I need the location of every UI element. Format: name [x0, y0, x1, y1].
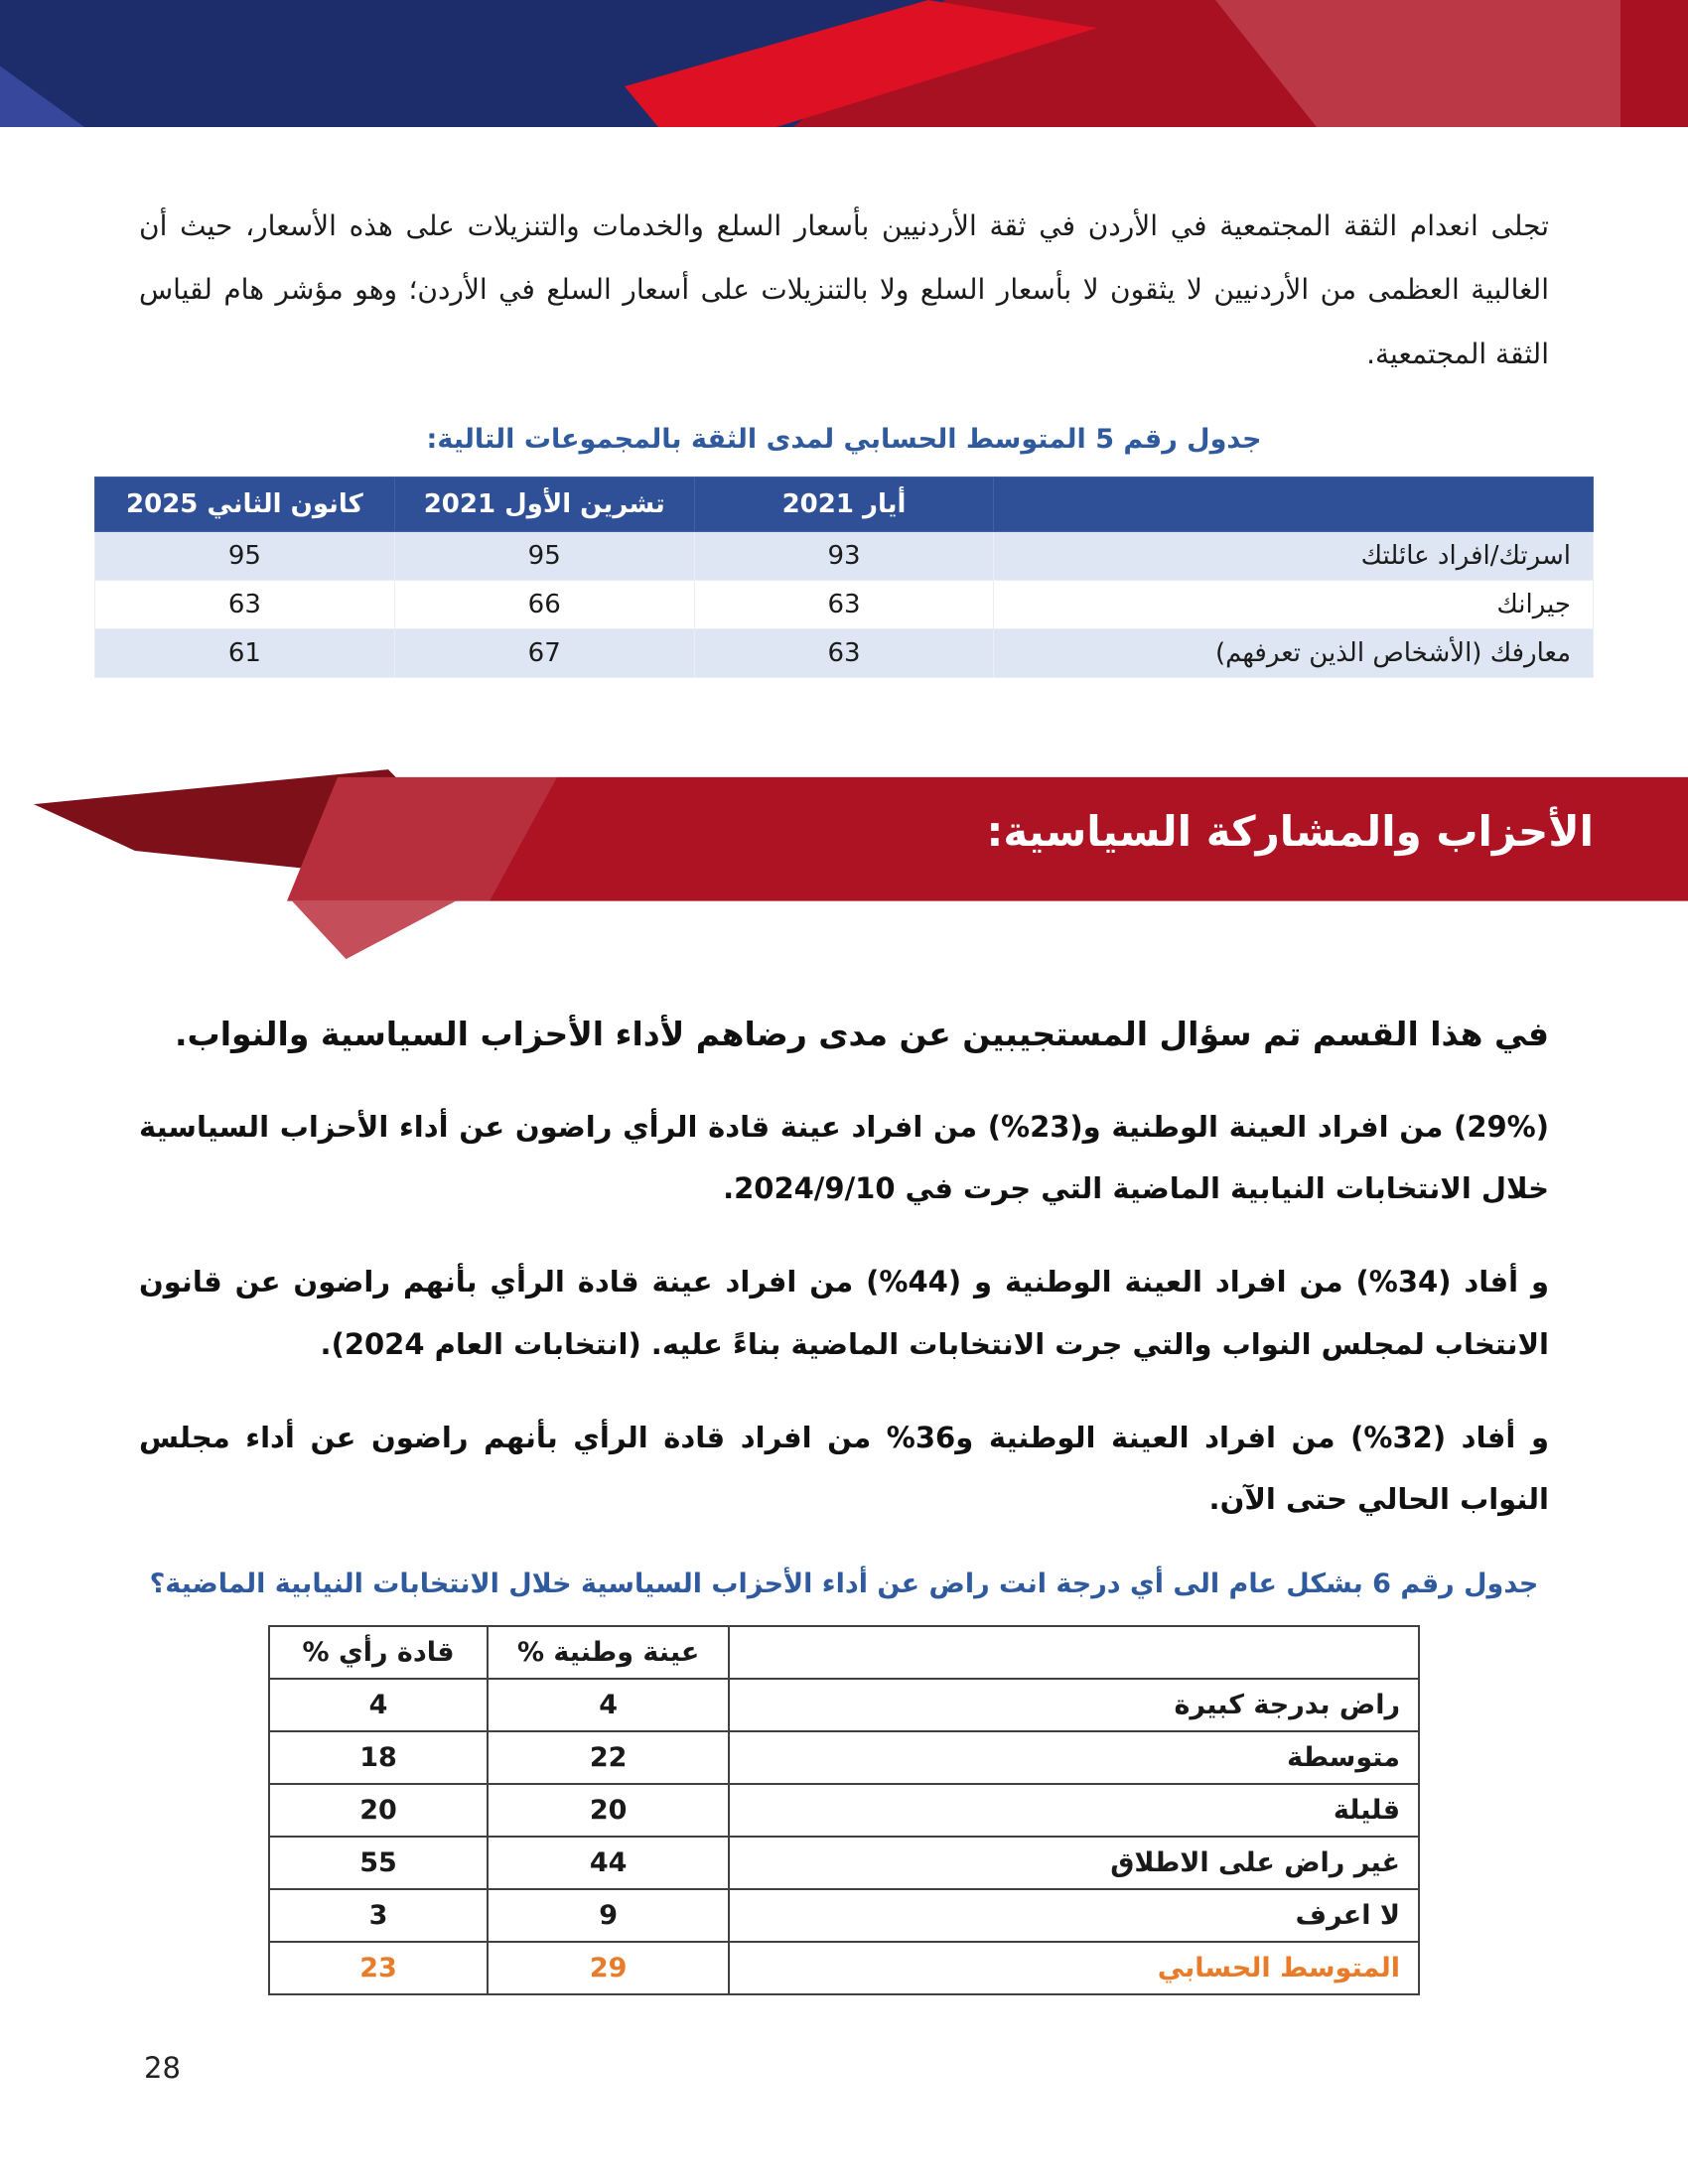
table6-header-national: عينة وطنية % — [488, 1626, 729, 1679]
table-row — [269, 1784, 1419, 1837]
table6-caption: جدول رقم 6 بشكل عام الى أي درجة انت راض عن أداء الأحزاب السياسية خلال الانتخابات النيابية الماضية؟ — [149, 1568, 1539, 1599]
row-label: جيرانك — [994, 581, 1594, 629]
cell-value: 3 — [269, 1889, 488, 1942]
table5-header-category — [994, 478, 1594, 532]
table5-header-jan-2025: كانون الثاني 2025 — [95, 478, 395, 532]
cell-value: 63 — [95, 581, 395, 629]
row-label: متوسطة — [729, 1731, 1419, 1784]
row-label: قليلة — [729, 1784, 1419, 1837]
table-row — [269, 1731, 1419, 1784]
table-row-mean — [269, 1942, 1419, 1994]
table-row — [95, 629, 1594, 678]
cell-value: 20 — [488, 1784, 729, 1837]
table5-header-row — [95, 478, 1594, 532]
cell-value: 4 — [488, 1679, 729, 1731]
satisfaction-table — [268, 1625, 1420, 1995]
cell-value: 66 — [394, 581, 694, 629]
cell-value: 23 — [269, 1942, 488, 1994]
table6-header-leaders: قادة رأي % — [269, 1626, 488, 1679]
cell-value: 95 — [95, 532, 395, 581]
table5-header-may-2021: أيار 2021 — [694, 478, 994, 532]
table-row — [95, 532, 1594, 581]
page-number: 28 — [144, 2051, 181, 2085]
row-label: اسرتك/افراد عائلتك — [994, 532, 1594, 581]
row-label: معارفك (الأشخاص الذين تعرفهم) — [994, 629, 1594, 678]
row-label: راض بدرجة كبيرة — [729, 1679, 1419, 1731]
table-row — [269, 1679, 1419, 1731]
section-paragraph-1: (29%) من افراد العينة الوطنية و(23%) من افراد عينة قادة الرأي راضون عن أداء الأحزاب السياسية خلال الانتخابات النيابية الماضية التي جرت في 2024/9/10. — [139, 1109, 1549, 1205]
section-title: الأحزاب والمشاركة السياسية: — [986, 807, 1594, 857]
row-label: المتوسط الحسابي — [729, 1942, 1419, 1994]
trust-averages-table — [94, 477, 1594, 678]
cell-value: 18 — [269, 1731, 488, 1784]
cell-value: 22 — [488, 1731, 729, 1784]
row-label: لا اعرف — [729, 1889, 1419, 1942]
cell-value: 93 — [694, 532, 994, 581]
table6-header-category — [729, 1626, 1419, 1679]
cell-value: 67 — [394, 629, 694, 678]
cell-value: 9 — [488, 1889, 729, 1942]
table6-header-row — [269, 1626, 1419, 1679]
table-row — [269, 1837, 1419, 1889]
row-label: غير راض على الاطلاق — [729, 1837, 1419, 1889]
section-paragraph-2: و أفاد (34%) من افراد العينة الوطنية و (44%) من افراد عينة قادة الرأي بأنهم راضون عن قانون الانتخاب لمجلس النواب والتي جرت الانتخابات الماضية بناءً عليه. (انتخابات العام 2024). — [139, 1265, 1549, 1361]
table-row — [95, 581, 1594, 629]
cell-value: 4 — [269, 1679, 488, 1731]
intro-paragraph: تجلى انعدام الثقة المجتمعية في الأردن في ثقة الأردنيين بأسعار السلع والخدمات والتنزيلات على هذه الأسعار، حيث أن الغالبية العظمى من الأردنيين لا يثقون لا بأسعار السلع ولا بالتنزيلات على أسعار السلع في الأردن؛ وهو مؤشر هام لقياس الثقة المجتمعية. — [139, 209, 1549, 370]
cell-value: 63 — [694, 581, 994, 629]
cell-value: 95 — [394, 532, 694, 581]
cell-value: 63 — [694, 629, 994, 678]
cell-value: 29 — [488, 1942, 729, 1994]
cell-value: 44 — [488, 1837, 729, 1889]
section-paragraph-3: و أفاد (32%) من افراد العينة الوطنية و36% من افراد قادة الرأي بأنهم راضون عن أداء مجلس النواب الحالي حتى الآن. — [139, 1420, 1549, 1517]
cell-value: 55 — [269, 1837, 488, 1889]
section-heading: في هذا القسم تم سؤال المستجيبين عن مدى رضاهم لأداء الأحزاب السياسية والنواب. — [175, 1015, 1549, 1054]
cell-value: 61 — [95, 629, 395, 678]
parties-section — [0, 1005, 1688, 1994]
trust-section — [0, 195, 1688, 678]
table5-caption: جدول رقم 5 المتوسط الحسابي لمدى الثقة بالمجموعات التالية: — [426, 424, 1262, 456]
decorative-header-banner — [0, 0, 1688, 127]
table5-header-oct-2021: تشرين الأول 2021 — [394, 478, 694, 532]
table-row — [269, 1889, 1419, 1942]
section-banner — [0, 765, 1688, 959]
cell-value: 20 — [269, 1784, 488, 1837]
